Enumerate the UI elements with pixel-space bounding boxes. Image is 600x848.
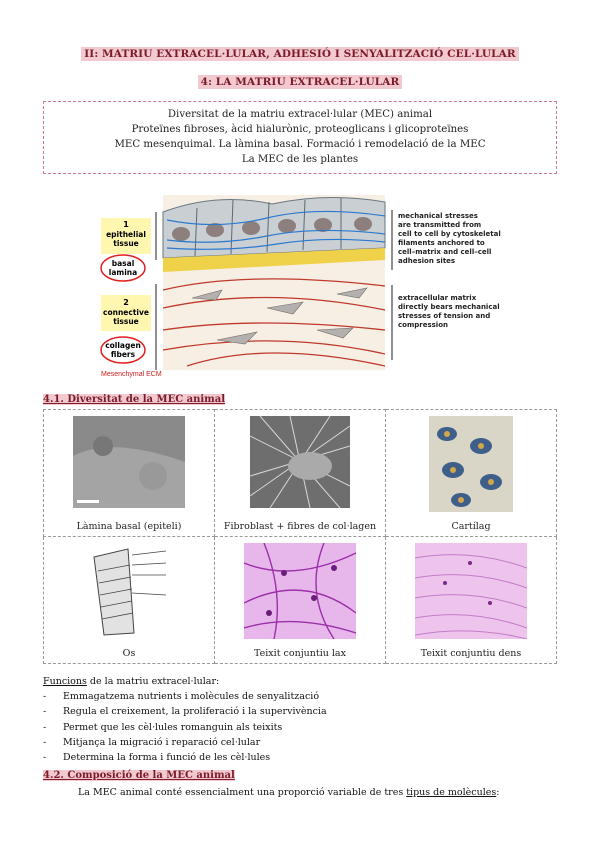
grid-cell: [386, 537, 557, 664]
functions-list-block: [43, 674, 327, 765]
note1-line: filaments anchored to: [398, 239, 485, 247]
label-epithelial: epithelial: [106, 230, 146, 239]
label-collagen: collagen: [105, 341, 141, 350]
functions-lead: Funcions de la matriu extracel·lular:: [43, 676, 220, 687]
note1-line: cell–matrix and cell–cell: [398, 248, 492, 256]
list-item: - Mitjança la migració i reparació cel·lular: [43, 735, 327, 750]
figure-caption: Mesenchymal ECM: [101, 371, 162, 378]
grid-cell: [215, 537, 386, 664]
basal-lamina-micrograph: [73, 416, 185, 508]
ecm-image-grid: [43, 409, 557, 664]
grid-caption: Teixit conjuntiu dens: [420, 648, 522, 659]
note2-line: extracellular matrix: [398, 294, 477, 302]
fibroblast-micrograph: [250, 416, 350, 508]
list-item: - Regula el creixement, la proliferació i la supervivència: [43, 704, 327, 719]
grid-cell: [44, 537, 215, 664]
composition-intro: La MEC animal conté essencialment una proporció variable de tres tipus de molècules:: [78, 787, 500, 798]
list-item: - Permet que les cèl·lules romanguin als teixits: [43, 720, 327, 735]
section-title-composition: 4.2. Composició de la MEC animal: [43, 770, 235, 781]
label-epithelial-num: 1: [123, 220, 129, 229]
cartilage-illustration: [429, 416, 513, 512]
note1-line: cell to cell by cytoskeletal: [398, 230, 501, 238]
label-connective-tissue: tissue: [113, 317, 139, 326]
grid-caption: Teixit conjuntiu lax: [254, 648, 346, 659]
ecm-diagram: [97, 190, 507, 382]
grid-caption: Fibroblast + fibres de col·lagen: [223, 521, 377, 532]
label-connective: connective: [103, 308, 149, 317]
note1-line: adhesion sites: [398, 257, 456, 265]
label-lamina: lamina: [108, 268, 138, 277]
loose-connective-tissue-micrograph: [244, 543, 356, 639]
grid-caption: Cartílag: [451, 521, 491, 532]
unit-title: II: MATRIU EXTRACEL·LULAR, ADHESIÓ I SENYALITZACIÓ CEL·LULAR: [0, 42, 600, 61]
label-basal: basal: [111, 259, 135, 268]
note2-line: compression: [398, 321, 448, 329]
note2-line: directly bears mechanical: [398, 303, 500, 311]
grid-caption: Os: [122, 648, 136, 659]
summary-line: La MEC de les plantes: [241, 154, 359, 165]
grid-cell: [215, 410, 386, 537]
grid-cell: [386, 410, 557, 537]
label-connective-num: 2: [123, 298, 129, 307]
bone-illustration: [74, 543, 184, 639]
chapter-title: 4: LA MATRIU EXTRACEL·LULAR: [0, 70, 600, 89]
summary-line: Proteïnes fibroses, àcid hialurònic, proteoglicans i glicoproteïnes: [131, 124, 469, 135]
note2-line: stresses of tension and: [398, 312, 491, 320]
list-item: - Determina la forma i funció de les cèl·lules: [43, 750, 327, 765]
functions-list: [43, 689, 327, 765]
note1-line: mechanical stresses: [398, 212, 478, 220]
grid-caption: Làmina basal (epiteli): [76, 521, 182, 532]
summary-line: Diversitat de la matriu extracel·lular (MEC) animal: [167, 109, 433, 120]
note1-line: are transmitted from: [398, 221, 482, 229]
label-fibers: fibers: [110, 350, 136, 359]
section-title-diversity: 4.1. Diversitat de la MEC animal: [43, 394, 226, 405]
label-tissue: tissue: [113, 239, 139, 248]
list-item: - Emmagatzema nutrients i molècules de senyalització: [43, 689, 327, 704]
dense-connective-tissue-micrograph: [415, 543, 527, 639]
summary-box: [43, 101, 557, 174]
summary-line: MEC mesenquimal. La làmina basal. Formació i remodelació de la MEC: [114, 139, 486, 150]
grid-cell: [44, 410, 215, 537]
